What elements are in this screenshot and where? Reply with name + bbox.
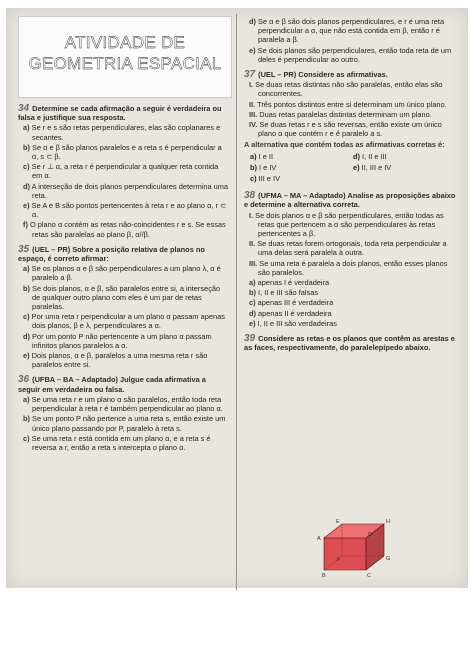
vertex-label: C xyxy=(367,573,371,578)
question-prompt: (UFMA – MA – Adaptado) Analise as proposições abaixo e determine a alternativa correta. xyxy=(244,191,456,210)
question-36-continued xyxy=(244,17,456,64)
list-item: d) Por um ponto P não pertencente a um plano α passam infinitos planos paralelos a α. xyxy=(23,331,212,350)
answer-option: b) I e IV xyxy=(250,162,277,172)
list-item: b) Se um ponto P não pertence a uma reta s, então existe um único plano passando por P, paralelo à reta s. xyxy=(23,414,226,433)
answer-options xyxy=(244,152,456,186)
answer-option: c) III e IV xyxy=(250,174,281,184)
question-prompt: Considere as retas e os planos que contêm as arestas e as faces, respectivamente, do paralelepípedo abaixo. xyxy=(244,334,455,353)
vertex-label: G xyxy=(386,556,391,562)
left-column xyxy=(18,104,230,458)
title-box xyxy=(18,16,232,98)
vertex-label: D xyxy=(368,532,372,538)
vertex-label: B xyxy=(322,573,326,578)
list-item: c) Por uma reta r perpendicular a um plano α passam apenas dois planos, β e λ, perpendiculares a α. xyxy=(23,312,225,331)
answer-option: d) I, II e III xyxy=(353,151,387,161)
question-38 xyxy=(244,191,456,328)
list-item: c) Se r ⊥ α, a reta r é perpendicular a qualquer reta contida em α. xyxy=(23,162,219,181)
title-line-2: GEOMETRIA ESPACIAL xyxy=(28,54,222,73)
answer-option: a) I e II xyxy=(250,151,274,161)
question-36 xyxy=(18,375,230,452)
list-item: d) apenas II é verdadeira xyxy=(249,308,332,318)
question-number: 36 xyxy=(18,374,30,386)
list-item: a) apenas I é verdadeira xyxy=(249,278,330,288)
question-number: 37 xyxy=(244,69,256,81)
question-37 xyxy=(244,70,456,185)
question-prompt: Determine se cada afirmação a seguir é verdadeira ou falsa e justifique sua resposta. xyxy=(18,104,222,123)
parallelepiped-figure xyxy=(312,516,404,578)
list-item: a) Se r e s são retas perpendiculares, elas são coplanares e secantes. xyxy=(23,123,221,142)
list-item: a) Se uma reta r e um plano α são paralelos, então toda reta perpendicular à reta r é também perpendicular ao plano α. xyxy=(23,394,223,414)
list-item: b) I, II e III são falsas xyxy=(249,288,319,298)
question-prompt: (UEL – PR) Considere as afirmativas. xyxy=(258,70,388,80)
list-item: e) I, II e III são verdadeiras xyxy=(249,318,337,328)
question-number: 39 xyxy=(244,333,256,345)
list-item: d) A interseção de dois planos perpendiculares determina uma reta. xyxy=(23,181,229,200)
list-item: I. Se duas retas distintas não são paralelas, então elas são concorrentes. xyxy=(249,80,443,99)
list-item: e) Dois planos, α e β, paralelos a uma mesma reta r são paralelos entre si. xyxy=(23,351,208,370)
answer-option: e) II, III e IV xyxy=(353,162,392,172)
list-item: e) Se A e B são pontos pertencentes à reta r e ao plano α, r ⊂ α. xyxy=(23,201,227,220)
title-line-1: ATIVIDADE DE xyxy=(64,33,186,52)
question-number: 35 xyxy=(18,243,30,255)
list-item: d) Se α e β são dois planos perpendiculares, e r é uma reta perpendicular a α, que não está contida em β, então r é paralela a β. xyxy=(249,17,445,45)
vertex-label: A xyxy=(317,536,321,542)
column-divider xyxy=(236,14,237,590)
list-item: II. Se duas retas forem ortogonais, toda reta perpendicular a uma delas será paralela à outra. xyxy=(249,239,447,258)
question-39 xyxy=(244,334,456,352)
vertex-label: E xyxy=(336,519,340,525)
question-35 xyxy=(18,245,230,370)
question-stem: A alternativa que contém todas as afirmativas corretas é: xyxy=(244,140,445,150)
question-number: 38 xyxy=(244,190,256,202)
list-item: IV. Se duas retas r e s são reversas, então existe um único plano α que contém r e é paralelo a s. xyxy=(249,120,442,139)
list-item: III. Se uma reta é paralela a dois planos, então esses planos são paralelos. xyxy=(249,258,448,277)
question-prompt: (UEL – PR) Sobre a posição relativa de planos no espaço, é correto afirmar: xyxy=(18,244,205,264)
list-item: III. Duas retas paralelas distintas determinam um plano. xyxy=(249,109,432,119)
question-34 xyxy=(18,104,230,239)
list-item: e) Se dois planos são perpendiculares, então toda reta de um deles é perpendicular ao outro. xyxy=(249,45,452,64)
list-item: f) O plano α contém as retas não-coincidentes r e s. Se essas retas são paralelas ao plano β, α//β. xyxy=(23,220,226,239)
list-item: b) Se α e β são planos paralelos e a reta s é perpendicular a α, s ⊂ β. xyxy=(23,142,222,162)
list-item: c) apenas III é verdadeira xyxy=(249,298,334,308)
question-prompt: (UFBA – BA – Adaptado) Julgue cada afirmativa a seguir em verdadeira ou falsa. xyxy=(18,375,206,394)
question-number: 34 xyxy=(18,103,30,114)
list-item: c) Se uma reta r está contida em um plano α, e a reta s é reversa a r, então a reta s intercepta o plano α. xyxy=(23,433,211,452)
parallelepiped-drawing xyxy=(312,516,404,578)
list-item: b) Se dois planos, α e β, são paralelos entre si, a interseção de qualquer outro plano com eles é um par de retas paralelas. xyxy=(23,283,221,312)
list-item: I. Se dois planos α e β são perpendiculares, então todas as retas que pertencem a α são perpendiculares às retas pertencentes a β. xyxy=(249,210,444,239)
vertex-label: F xyxy=(337,557,341,563)
list-item: a) Se os planos α e β são perpendiculares a um plano λ, α é paralelo a β. xyxy=(23,264,221,283)
right-column xyxy=(244,16,456,359)
vertex-label: H xyxy=(386,519,390,525)
list-item: II. Três pontos distintos entre si determinam um único plano. xyxy=(249,99,447,109)
